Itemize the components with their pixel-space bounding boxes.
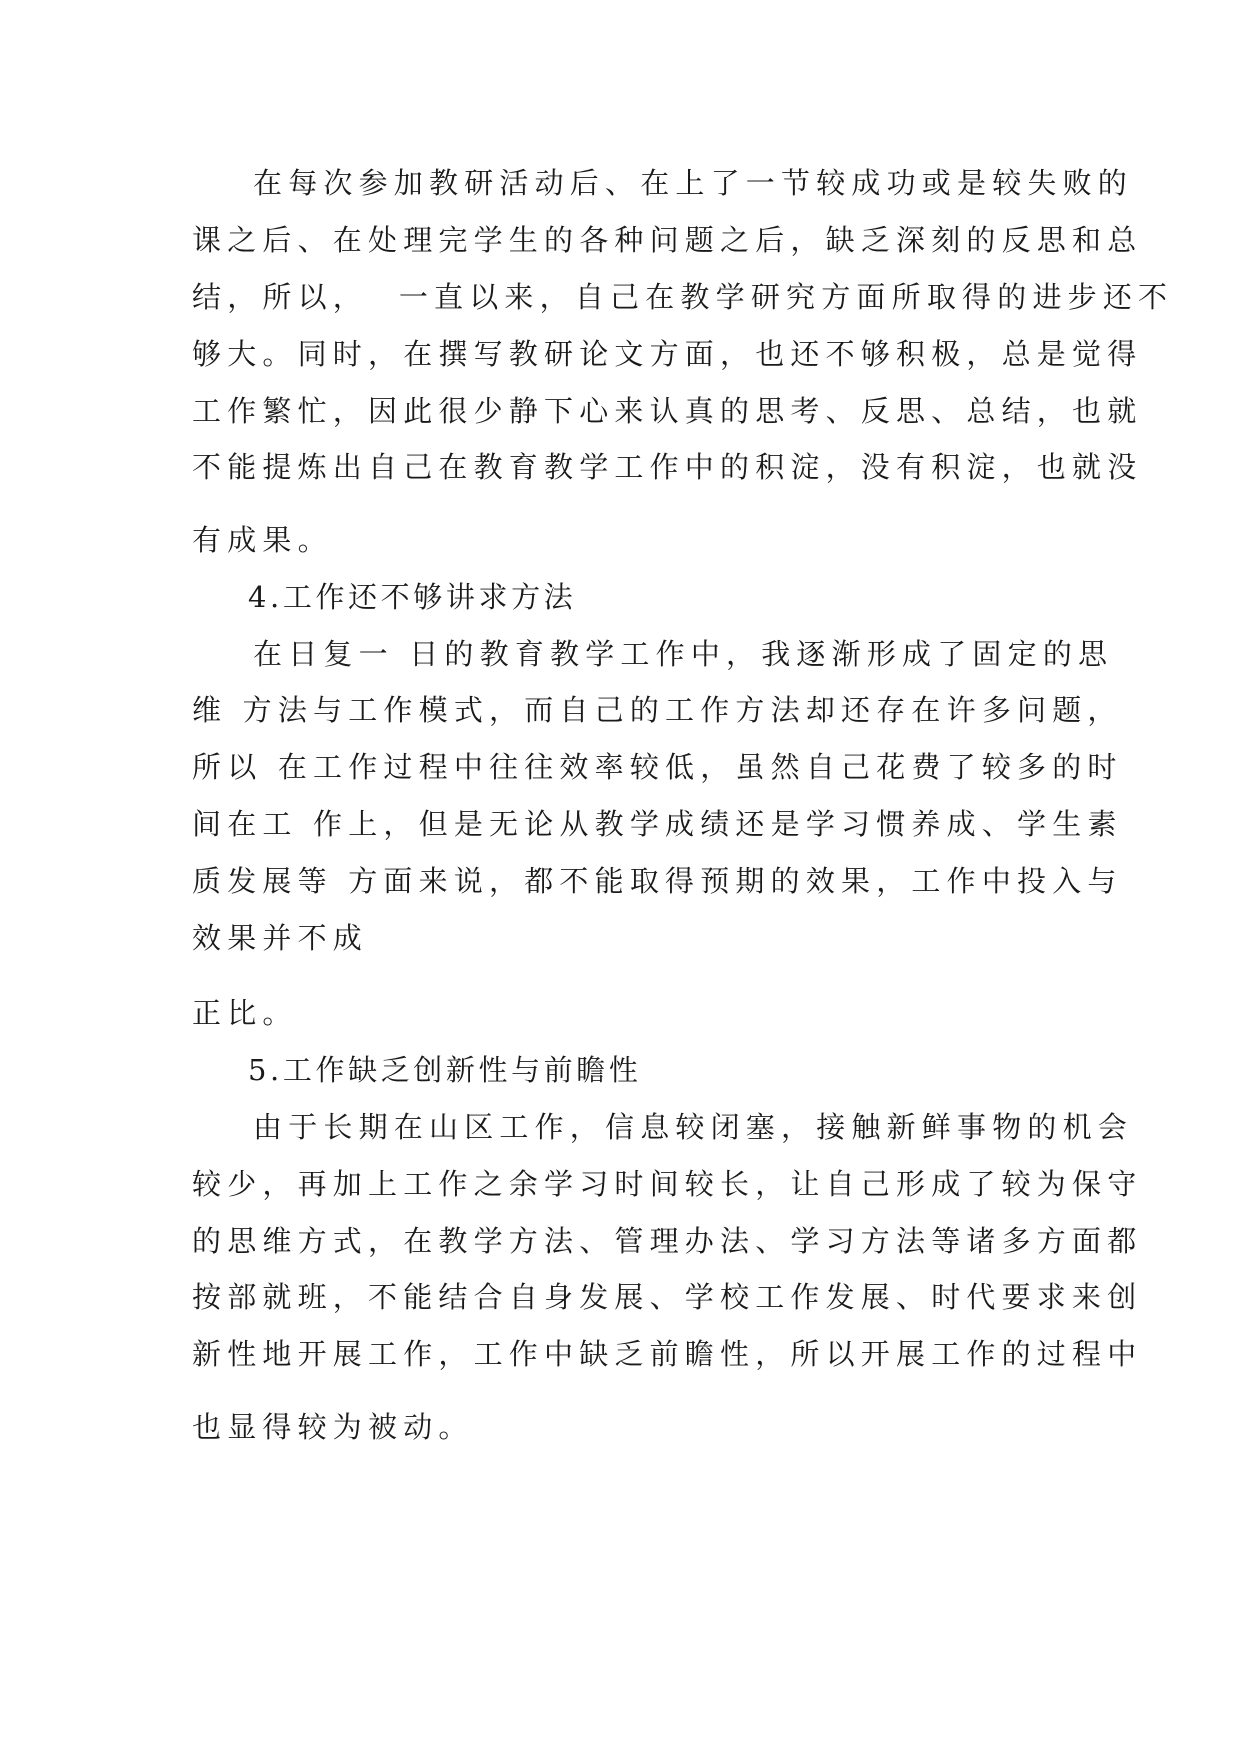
text-line: 有成果。 [192,523,333,557]
text-line: 结，所以， 一直以来，自己在教学研究方面所取得的进步还不 [192,280,1174,314]
text-line: 的思维方式，在教学方法、管理办法、学习方法等诸多方面都 [192,1224,1143,1258]
text-line: 工作繁忙，因此很少静下心来认真的思考、反思、总结，也就 [192,394,1143,428]
text-line: 间在工 作上，但是无论从教学成绩还是学习惯养成、学生素 [192,807,1123,841]
text-line: 维 方法与工作模式，而自己的工作方法却还存在许多问题， [192,693,1123,727]
text-line: 按部就班，不能结合自身发展、学校工作发展、时代要求来创 [192,1280,1143,1314]
text-line: 效果并不成 [192,921,369,955]
text-line: 正比。 [192,996,298,1030]
text-line: 新性地开展工作，工作中缺乏前瞻性，所以开展工作的过程中 [192,1337,1143,1371]
text-line: 所以 在工作过程中往往效率较低，虽然自己花费了较多的时 [192,750,1123,784]
text-line: 在日复一 日的教育教学工作中，我逐渐形成了固定的思 [253,637,1114,671]
text-line: 质发展等 方面来说，都不能取得预期的效果，工作中投入与 [192,864,1123,898]
text-line: 在每次参加教研活动后、在上了一节较成功或是较失败的 [253,166,1134,200]
section-heading: 5.工作缺乏创新性与前瞻性 [248,1053,642,1087]
text-line: 由于长期在山区工作，信息较闭塞，接触新鲜事物的机会 [253,1110,1134,1144]
text-line: 课之后、在处理完学生的各种问题之后，缺乏深刻的反思和总 [192,223,1143,257]
section-heading: 4.工作还不够讲求方法 [248,580,577,614]
text-line: 也显得较为被动。 [192,1410,474,1444]
text-line: 不能提炼出自己在教育教学工作中的积淀，没有积淀，也就没 [192,450,1143,484]
text-line: 够大。同时，在撰写教研论文方面，也还不够积极，总是觉得 [192,337,1143,371]
text-line: 较少，再加上工作之余学习时间较长，让自己形成了较为保守 [192,1167,1143,1201]
